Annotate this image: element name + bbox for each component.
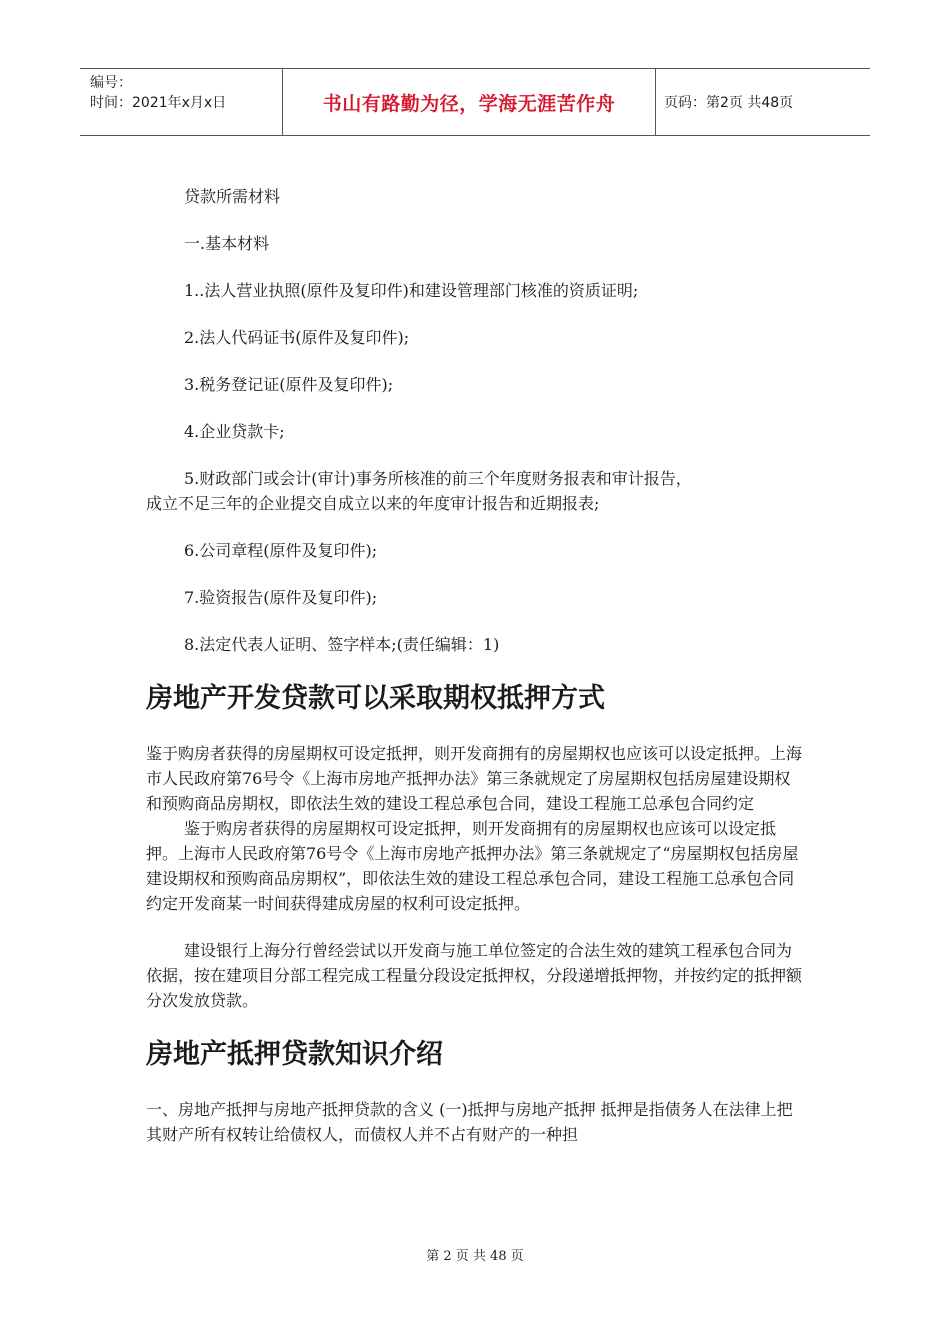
heading-option-mortgage: 房地产开发贷款可以采取期权抵押方式: [146, 683, 605, 714]
list-item: 2.法人代码证书(原件及复印件);: [184, 328, 410, 347]
list-item-continuation: 成立不足三年的企业提交自成立以来的年度审计报告和近期报表;: [146, 494, 600, 513]
paragraph: 鉴于购房者获得的房屋期权可设定抵押，则开发商拥有的房屋期权也应该可以设定抵押。上海市人民政府第76号令《上海市房地产抵押办法》第三条就规定了房屋期权包括房屋建设期权和预购商品房期权，即依法生效的建设工程总承包合同，建设工程施工总承包合同约定: [146, 744, 803, 813]
header-page-info-cell: [656, 69, 870, 135]
page-footer: 第 2 页 共 48 页: [426, 1249, 524, 1264]
list-item: 7.验资报告(原件及复印件);: [184, 588, 378, 607]
header-motto-cell: [282, 69, 656, 135]
header-motto: 书山有路勤为径，学海无涯苦作舟: [322, 92, 616, 115]
list-item: 1..法人营业执照(原件及复印件)和建设管理部门核准的资质证明;: [184, 281, 639, 300]
list-item: 8.法定代表人证明、签字样本;(责任编辑：1): [184, 635, 500, 654]
list-item: 6.公司章程(原件及复印件);: [184, 541, 378, 560]
heading-mortgage-loan-intro: 房地产抵押贷款知识介绍: [146, 1039, 443, 1070]
list-item: 4.企业贷款卡;: [184, 422, 285, 441]
section-title: 贷款所需材料: [184, 187, 281, 206]
header-meta: [80, 69, 282, 135]
list-item: 5.财政部门或会计(审计)事务所核准的前三个年度财务报表和审计报告，: [184, 469, 692, 488]
document-body: [146, 180, 806, 1147]
time-label: 时间：2021年x月x日: [90, 95, 227, 111]
paragraph: 一、房地产抵押与房地产抵押贷款的含义 (一)抵押与房地产抵押 抵押是指债务人在法律上把其财产所有权转让给债权人，而债权人并不占有财产的一种担: [146, 1100, 793, 1144]
header-page-info: 页码：第2页 共48页: [664, 95, 794, 111]
paragraph: 鉴于购房者获得的房屋期权可设定抵押，则开发商拥有的房屋期权也应该可以设定抵押。上海市人民政府第76号令《上海市房地产抵押办法》第三条就规定了“房屋期权包括房屋建设期权和预购商品房期权”，即依法生效的建设工程总承包合同，建设工程施工总承包合同约定开发商某一时间获得建成房屋的权利可设定抵押。: [146, 819, 799, 913]
section-subtitle: 一.基本材料: [184, 234, 270, 253]
list-item: 3.税务登记证(原件及复印件);: [184, 375, 394, 394]
number-label: 编号：: [90, 75, 132, 91]
page-header: [80, 68, 870, 136]
paragraph: 建设银行上海分行曾经尝试以开发商与施工单位签定的合法生效的建筑工程承包合同为依据，按在建项目分部工程完成工程量分段设定抵押权，分段递增抵押物，并按约定的抵押额分次发放贷款。: [146, 941, 803, 1010]
